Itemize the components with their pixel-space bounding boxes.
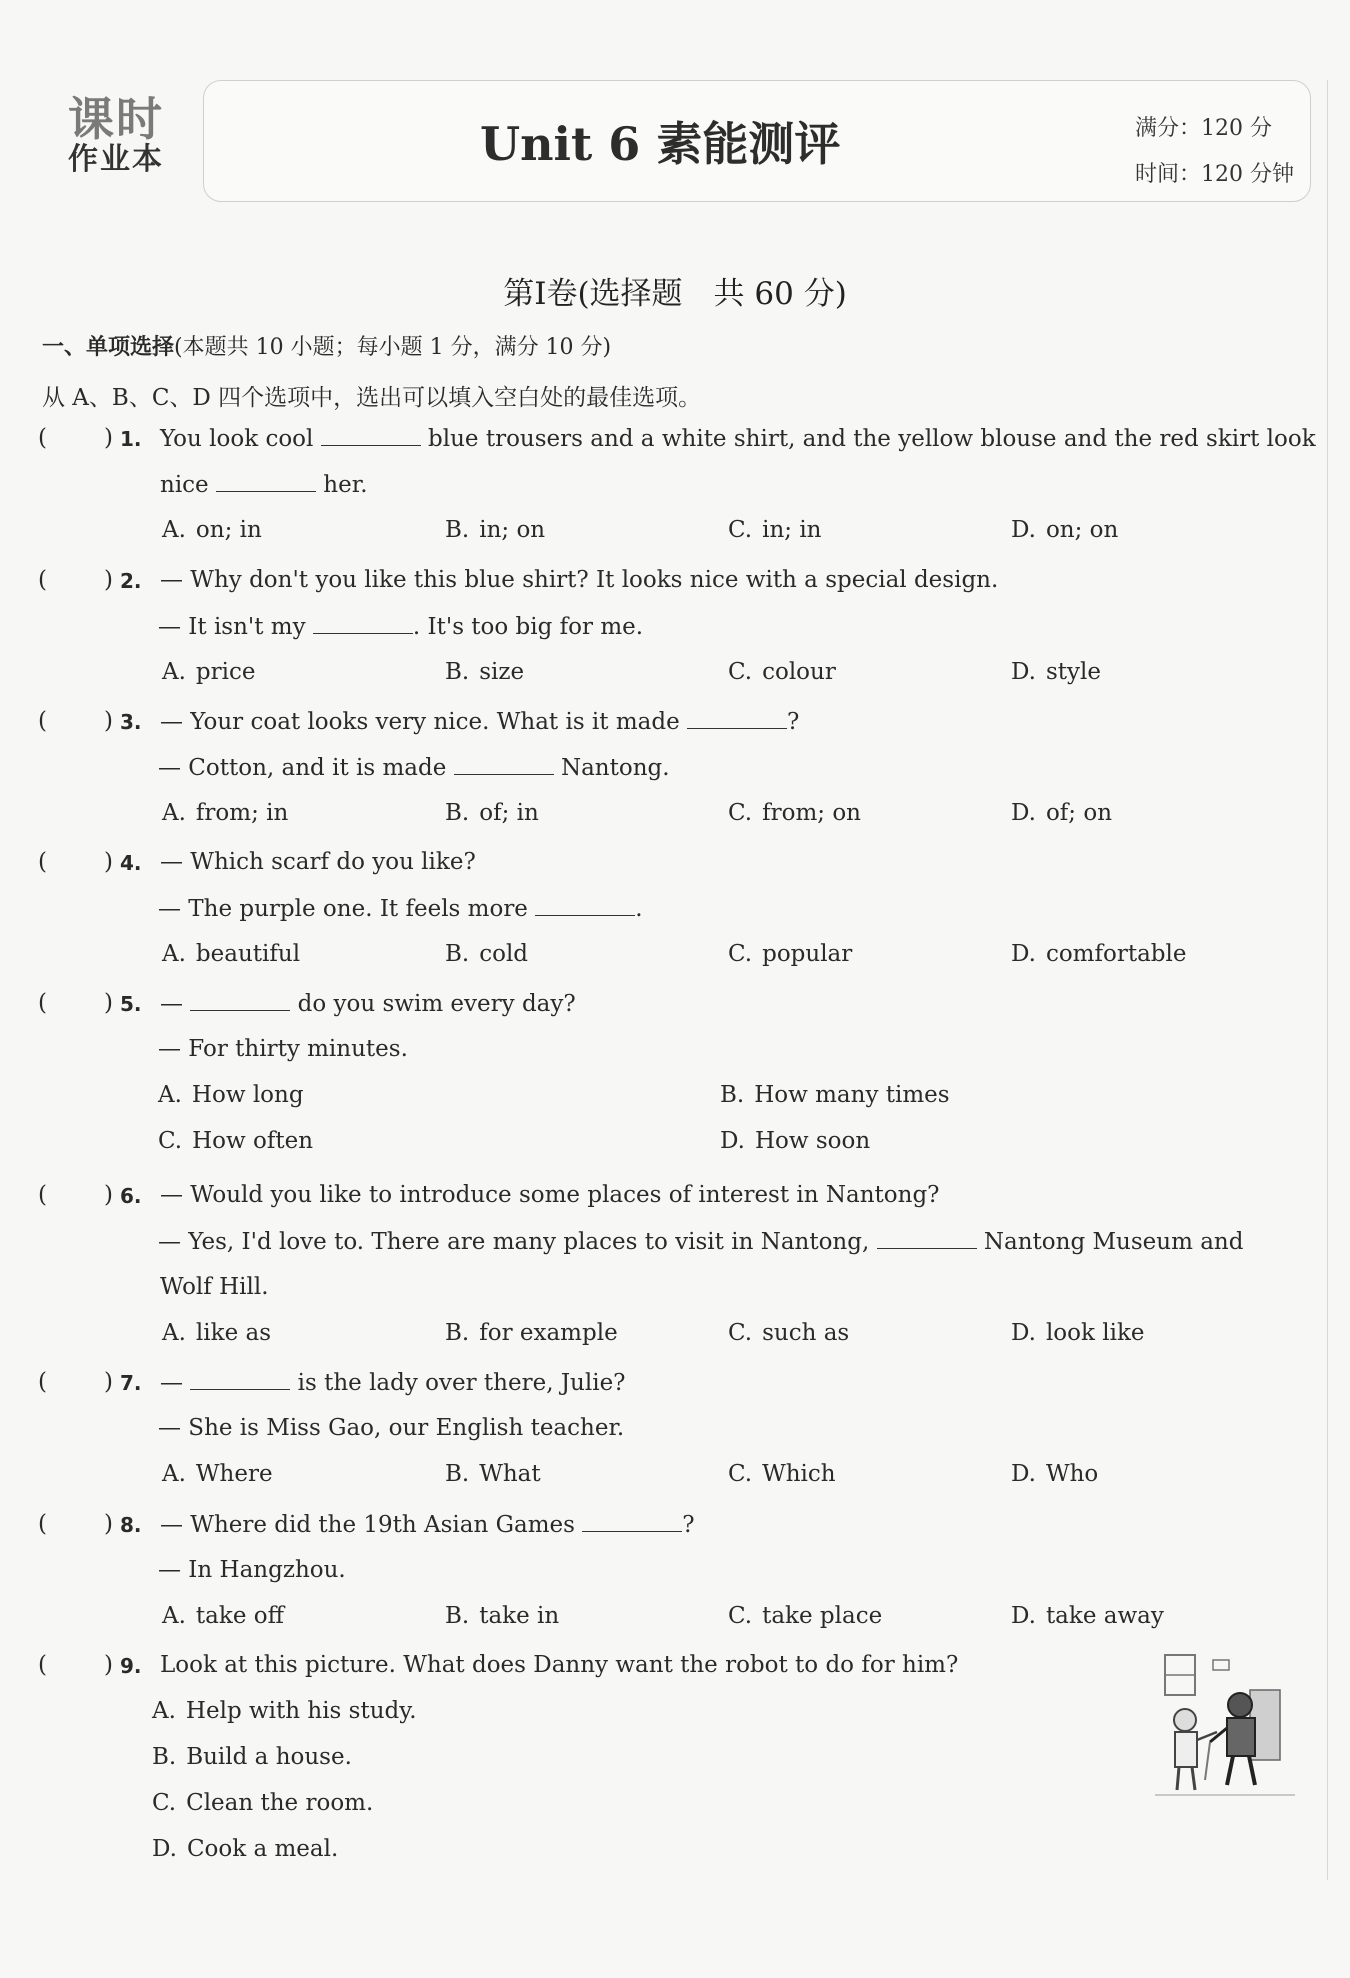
question-line — [158, 1036, 408, 1062]
answer-slot[interactable] — [52, 1369, 102, 1395]
answer-paren-open: ( — [38, 1652, 47, 1678]
answer-slot[interactable] — [52, 1652, 102, 1678]
question-line — [160, 1274, 269, 1300]
option-text: for example — [479, 1320, 618, 1346]
option-a[interactable] — [162, 800, 288, 826]
answer-slot[interactable] — [52, 1182, 102, 1208]
option-c[interactable] — [152, 1790, 373, 1816]
option-a[interactable] — [162, 517, 262, 543]
option-letter: B. — [720, 1082, 745, 1108]
question-text: — Would you like to introduce some places of interest in Nantong? — [160, 1182, 940, 1208]
question-line — [158, 613, 643, 640]
option-text: beautiful — [195, 941, 301, 967]
option-letter: A. — [162, 1320, 186, 1346]
option-letter: C. — [728, 941, 753, 967]
question-line — [160, 1652, 958, 1678]
option-letter: A. — [162, 517, 186, 543]
option-text: Who — [1045, 1461, 1099, 1487]
question-text: blue trousers and a white shirt, and the yellow blouse and the red skirt look — [420, 426, 1316, 452]
question-line — [158, 1415, 624, 1441]
option-text: How long — [191, 1082, 304, 1108]
answer-paren-close: ) — [104, 1511, 113, 1537]
option-b[interactable] — [445, 800, 539, 826]
fill-blank[interactable] — [687, 708, 787, 729]
option-text: look like — [1045, 1320, 1145, 1346]
question-number: 6. — [120, 1184, 142, 1208]
question-text: Nantong Museum and — [976, 1229, 1244, 1255]
answer-paren-close: ) — [104, 849, 113, 875]
answer-paren-open: ( — [38, 425, 47, 451]
question-text: — In Hangzhou. — [158, 1557, 346, 1583]
question-line — [160, 849, 476, 875]
option-text: popular — [762, 941, 853, 967]
fill-blank[interactable] — [313, 613, 413, 634]
option-c[interactable] — [728, 659, 836, 685]
question-text: — Yes, I'd love to. There are many places to visit in Nantong, — [158, 1229, 877, 1255]
option-text: on; on — [1045, 517, 1119, 543]
section-heading-label: 一、单项选择 — [42, 335, 175, 360]
fill-blank[interactable] — [321, 425, 421, 446]
answer-paren-open: ( — [38, 1511, 47, 1537]
answer-slot[interactable] — [52, 1511, 102, 1537]
option-c[interactable] — [728, 1461, 836, 1487]
question-line — [160, 990, 576, 1017]
question-text: her. — [315, 472, 368, 498]
question-line — [158, 754, 670, 781]
option-letter: C. — [728, 1320, 753, 1346]
option-letter: A. — [158, 1082, 182, 1108]
option-letter: D. — [1011, 800, 1036, 826]
option-text: colour — [762, 659, 836, 685]
question-text: Wolf Hill. — [160, 1274, 269, 1300]
option-text: How soon — [754, 1128, 871, 1154]
option-letter: D. — [1011, 517, 1036, 543]
question-line — [158, 1228, 1243, 1255]
answer-slot[interactable] — [52, 567, 102, 593]
question-text: You look cool — [160, 426, 321, 452]
question-text: nice — [160, 472, 216, 498]
option-b[interactable] — [445, 1320, 618, 1346]
option-a[interactable] — [158, 1082, 304, 1108]
option-b[interactable] — [152, 1744, 352, 1770]
option-text: Clean the room. — [186, 1790, 374, 1816]
option-d[interactable] — [152, 1836, 338, 1862]
question-line — [160, 708, 799, 735]
option-d[interactable] — [1011, 800, 1112, 826]
answer-paren-open: ( — [38, 1369, 47, 1395]
section-heading-note: (本题共 10 小题；每小题 1 分，满分 10 分) — [174, 335, 612, 360]
option-text: on; in — [195, 517, 262, 543]
answer-slot[interactable] — [52, 708, 102, 734]
option-c[interactable] — [728, 941, 852, 967]
robot-picture — [1155, 1650, 1295, 1800]
exam-meta — [1135, 106, 1294, 198]
option-letter: A. — [162, 1461, 186, 1487]
option-a[interactable] — [152, 1698, 417, 1724]
option-c[interactable] — [728, 1320, 849, 1346]
option-letter: C. — [728, 1461, 753, 1487]
question-line — [160, 1369, 626, 1396]
option-letter: D. — [1011, 1603, 1036, 1629]
logo — [68, 92, 183, 177]
question-text: Look at this picture. What does Danny want the robot to do for him? — [160, 1652, 959, 1678]
option-c[interactable] — [728, 517, 822, 543]
option-text: in; on — [479, 517, 546, 543]
option-b[interactable] — [445, 1603, 559, 1629]
option-text: What — [479, 1461, 541, 1487]
question-line — [158, 895, 643, 922]
option-d[interactable] — [1011, 1320, 1145, 1346]
option-b[interactable] — [720, 1082, 950, 1108]
question-number: 8. — [120, 1513, 142, 1537]
option-text: in; in — [762, 517, 822, 543]
option-text: How many times — [754, 1082, 950, 1108]
question-text: ? — [682, 1512, 695, 1538]
option-text: style — [1045, 659, 1101, 685]
option-b[interactable] — [445, 1461, 541, 1487]
fill-blank[interactable] — [216, 471, 316, 492]
question-text: — She is Miss Gao, our English teacher. — [158, 1415, 625, 1441]
option-letter: B. — [445, 1603, 470, 1629]
fill-blank[interactable] — [535, 895, 635, 916]
option-letter: D. — [1011, 659, 1036, 685]
question-text: — For thirty minutes. — [158, 1036, 408, 1062]
question-number: 9. — [120, 1654, 142, 1678]
question-text: . It's too big for me. — [412, 614, 644, 640]
option-text: such as — [762, 1320, 850, 1346]
time-limit: 时间：120 分钟 — [1135, 162, 1294, 187]
fill-blank[interactable] — [454, 754, 554, 775]
option-letter: C. — [152, 1790, 177, 1816]
option-text: Cook a meal. — [186, 1836, 339, 1862]
option-b[interactable] — [445, 941, 528, 967]
option-letter: B. — [445, 800, 470, 826]
question-text: — It isn't my — [158, 614, 313, 640]
answer-slot[interactable] — [52, 849, 102, 875]
question-line — [160, 567, 998, 593]
question-text: ? — [787, 709, 800, 735]
option-text: of; in — [479, 800, 539, 826]
question-text: — — [160, 991, 191, 1017]
option-d[interactable] — [720, 1128, 870, 1154]
option-d[interactable] — [1011, 517, 1118, 543]
question-line — [160, 471, 368, 498]
option-text: take off — [195, 1603, 284, 1629]
question-line — [160, 425, 1316, 452]
option-letter: B. — [445, 517, 470, 543]
answer-paren-close: ) — [104, 708, 113, 734]
answer-slot[interactable] — [52, 990, 102, 1016]
fill-blank[interactable] — [190, 1369, 290, 1390]
option-text: of; on — [1045, 800, 1113, 826]
question-number: 5. — [120, 992, 142, 1016]
option-b[interactable] — [445, 517, 545, 543]
section-heading — [42, 330, 611, 361]
volume-title: 第Ⅰ卷(选择题 共 60 分) — [503, 276, 847, 312]
option-letter: B. — [445, 941, 470, 967]
option-text: comfortable — [1045, 941, 1187, 967]
question-text: — The purple one. It feels more — [158, 896, 536, 922]
option-letter: D. — [152, 1836, 177, 1862]
logo-top-text: 课时 — [68, 92, 164, 146]
option-letter: C. — [728, 800, 753, 826]
question-text: — Why don't you like this blue shirt? It looks nice with a special design. — [160, 567, 999, 593]
option-letter: A. — [162, 1603, 186, 1629]
option-text: take place — [762, 1603, 883, 1629]
question-text: — Where did the 19th Asian Games — [160, 1512, 583, 1538]
fill-blank[interactable] — [582, 1511, 682, 1532]
option-a[interactable] — [162, 1461, 273, 1487]
question-text: — Cotton, and it is made — [158, 755, 454, 781]
option-c[interactable] — [158, 1128, 313, 1154]
full-score: 满分：120 分 — [1135, 116, 1272, 141]
option-text: like as — [195, 1320, 272, 1346]
answer-slot[interactable] — [52, 425, 102, 451]
option-c[interactable] — [728, 800, 861, 826]
option-letter: A. — [162, 941, 186, 967]
instruction: 从 A、B、C、D 四个选项中，选出可以填入空白处的最佳选项。 — [42, 385, 702, 411]
option-letter: C. — [728, 517, 753, 543]
option-letter: B. — [445, 1461, 470, 1487]
answer-paren-open: ( — [38, 1182, 47, 1208]
option-text: Where — [195, 1461, 273, 1487]
option-letter: D. — [1011, 941, 1036, 967]
option-a[interactable] — [162, 659, 256, 685]
option-letter: D. — [1011, 1320, 1036, 1346]
answer-paren-open: ( — [38, 567, 47, 593]
question-text: — Which scarf do you like? — [160, 849, 476, 875]
question-number: 4. — [120, 851, 142, 875]
option-d[interactable] — [1011, 1603, 1164, 1629]
question-text: — — [160, 1370, 191, 1396]
option-text: price — [195, 659, 256, 685]
option-text: from; on — [762, 800, 861, 826]
option-letter: A. — [152, 1698, 176, 1724]
question-line — [160, 1511, 695, 1538]
option-d[interactable] — [1011, 659, 1101, 685]
option-a[interactable] — [162, 941, 300, 967]
option-letter: A. — [162, 800, 186, 826]
option-letter: D. — [1011, 1461, 1036, 1487]
fill-blank[interactable] — [877, 1228, 977, 1249]
option-letter: B. — [445, 1320, 470, 1346]
option-text: How often — [192, 1128, 314, 1154]
page-edge — [1327, 80, 1328, 1880]
option-letter: C. — [158, 1128, 183, 1154]
option-letter: A. — [162, 659, 186, 685]
option-d[interactable] — [1011, 1461, 1098, 1487]
question-number: 2. — [120, 569, 142, 593]
answer-paren-close: ) — [104, 1182, 113, 1208]
option-letter: D. — [720, 1128, 745, 1154]
question-text: . — [635, 896, 643, 922]
option-c[interactable] — [728, 1603, 882, 1629]
option-letter: B. — [445, 659, 470, 685]
question-number: 7. — [120, 1371, 142, 1395]
question-text: Nantong. — [553, 755, 670, 781]
option-a[interactable] — [162, 1320, 271, 1346]
option-text: size — [479, 659, 525, 685]
option-letter: C. — [728, 659, 753, 685]
option-text: Help with his study. — [185, 1698, 417, 1724]
question-line — [160, 1182, 940, 1208]
option-letter: B. — [152, 1744, 177, 1770]
page-title: Unit 6 素能测评 — [480, 117, 841, 171]
option-text: from; in — [195, 800, 289, 826]
option-text: take in — [479, 1603, 560, 1629]
question-text: — Your coat looks very nice. What is it made — [160, 709, 688, 735]
question-number: 1. — [120, 427, 142, 451]
option-text: Which — [762, 1461, 836, 1487]
answer-paren-close: ) — [104, 567, 113, 593]
answer-paren-open: ( — [38, 708, 47, 734]
option-b[interactable] — [445, 659, 524, 685]
answer-paren-close: ) — [104, 1652, 113, 1678]
option-text: Build a house. — [186, 1744, 352, 1770]
question-text: do you swim every day? — [290, 991, 576, 1017]
answer-paren-open: ( — [38, 849, 47, 875]
answer-paren-close: ) — [104, 1369, 113, 1395]
question-number: 3. — [120, 710, 142, 734]
answer-paren-close: ) — [104, 425, 113, 451]
answer-paren-open: ( — [38, 990, 47, 1016]
fill-blank[interactable] — [190, 990, 290, 1011]
option-text: take away — [1045, 1603, 1164, 1629]
option-d[interactable] — [1011, 941, 1186, 967]
question-text: is the lady over there, Julie? — [290, 1370, 626, 1396]
question-line — [158, 1557, 346, 1583]
logo-bottom-text: 作业本 — [68, 142, 164, 177]
option-text: cold — [479, 941, 529, 967]
option-a[interactable] — [162, 1603, 284, 1629]
option-letter: C. — [728, 1603, 753, 1629]
answer-paren-close: ) — [104, 990, 113, 1016]
